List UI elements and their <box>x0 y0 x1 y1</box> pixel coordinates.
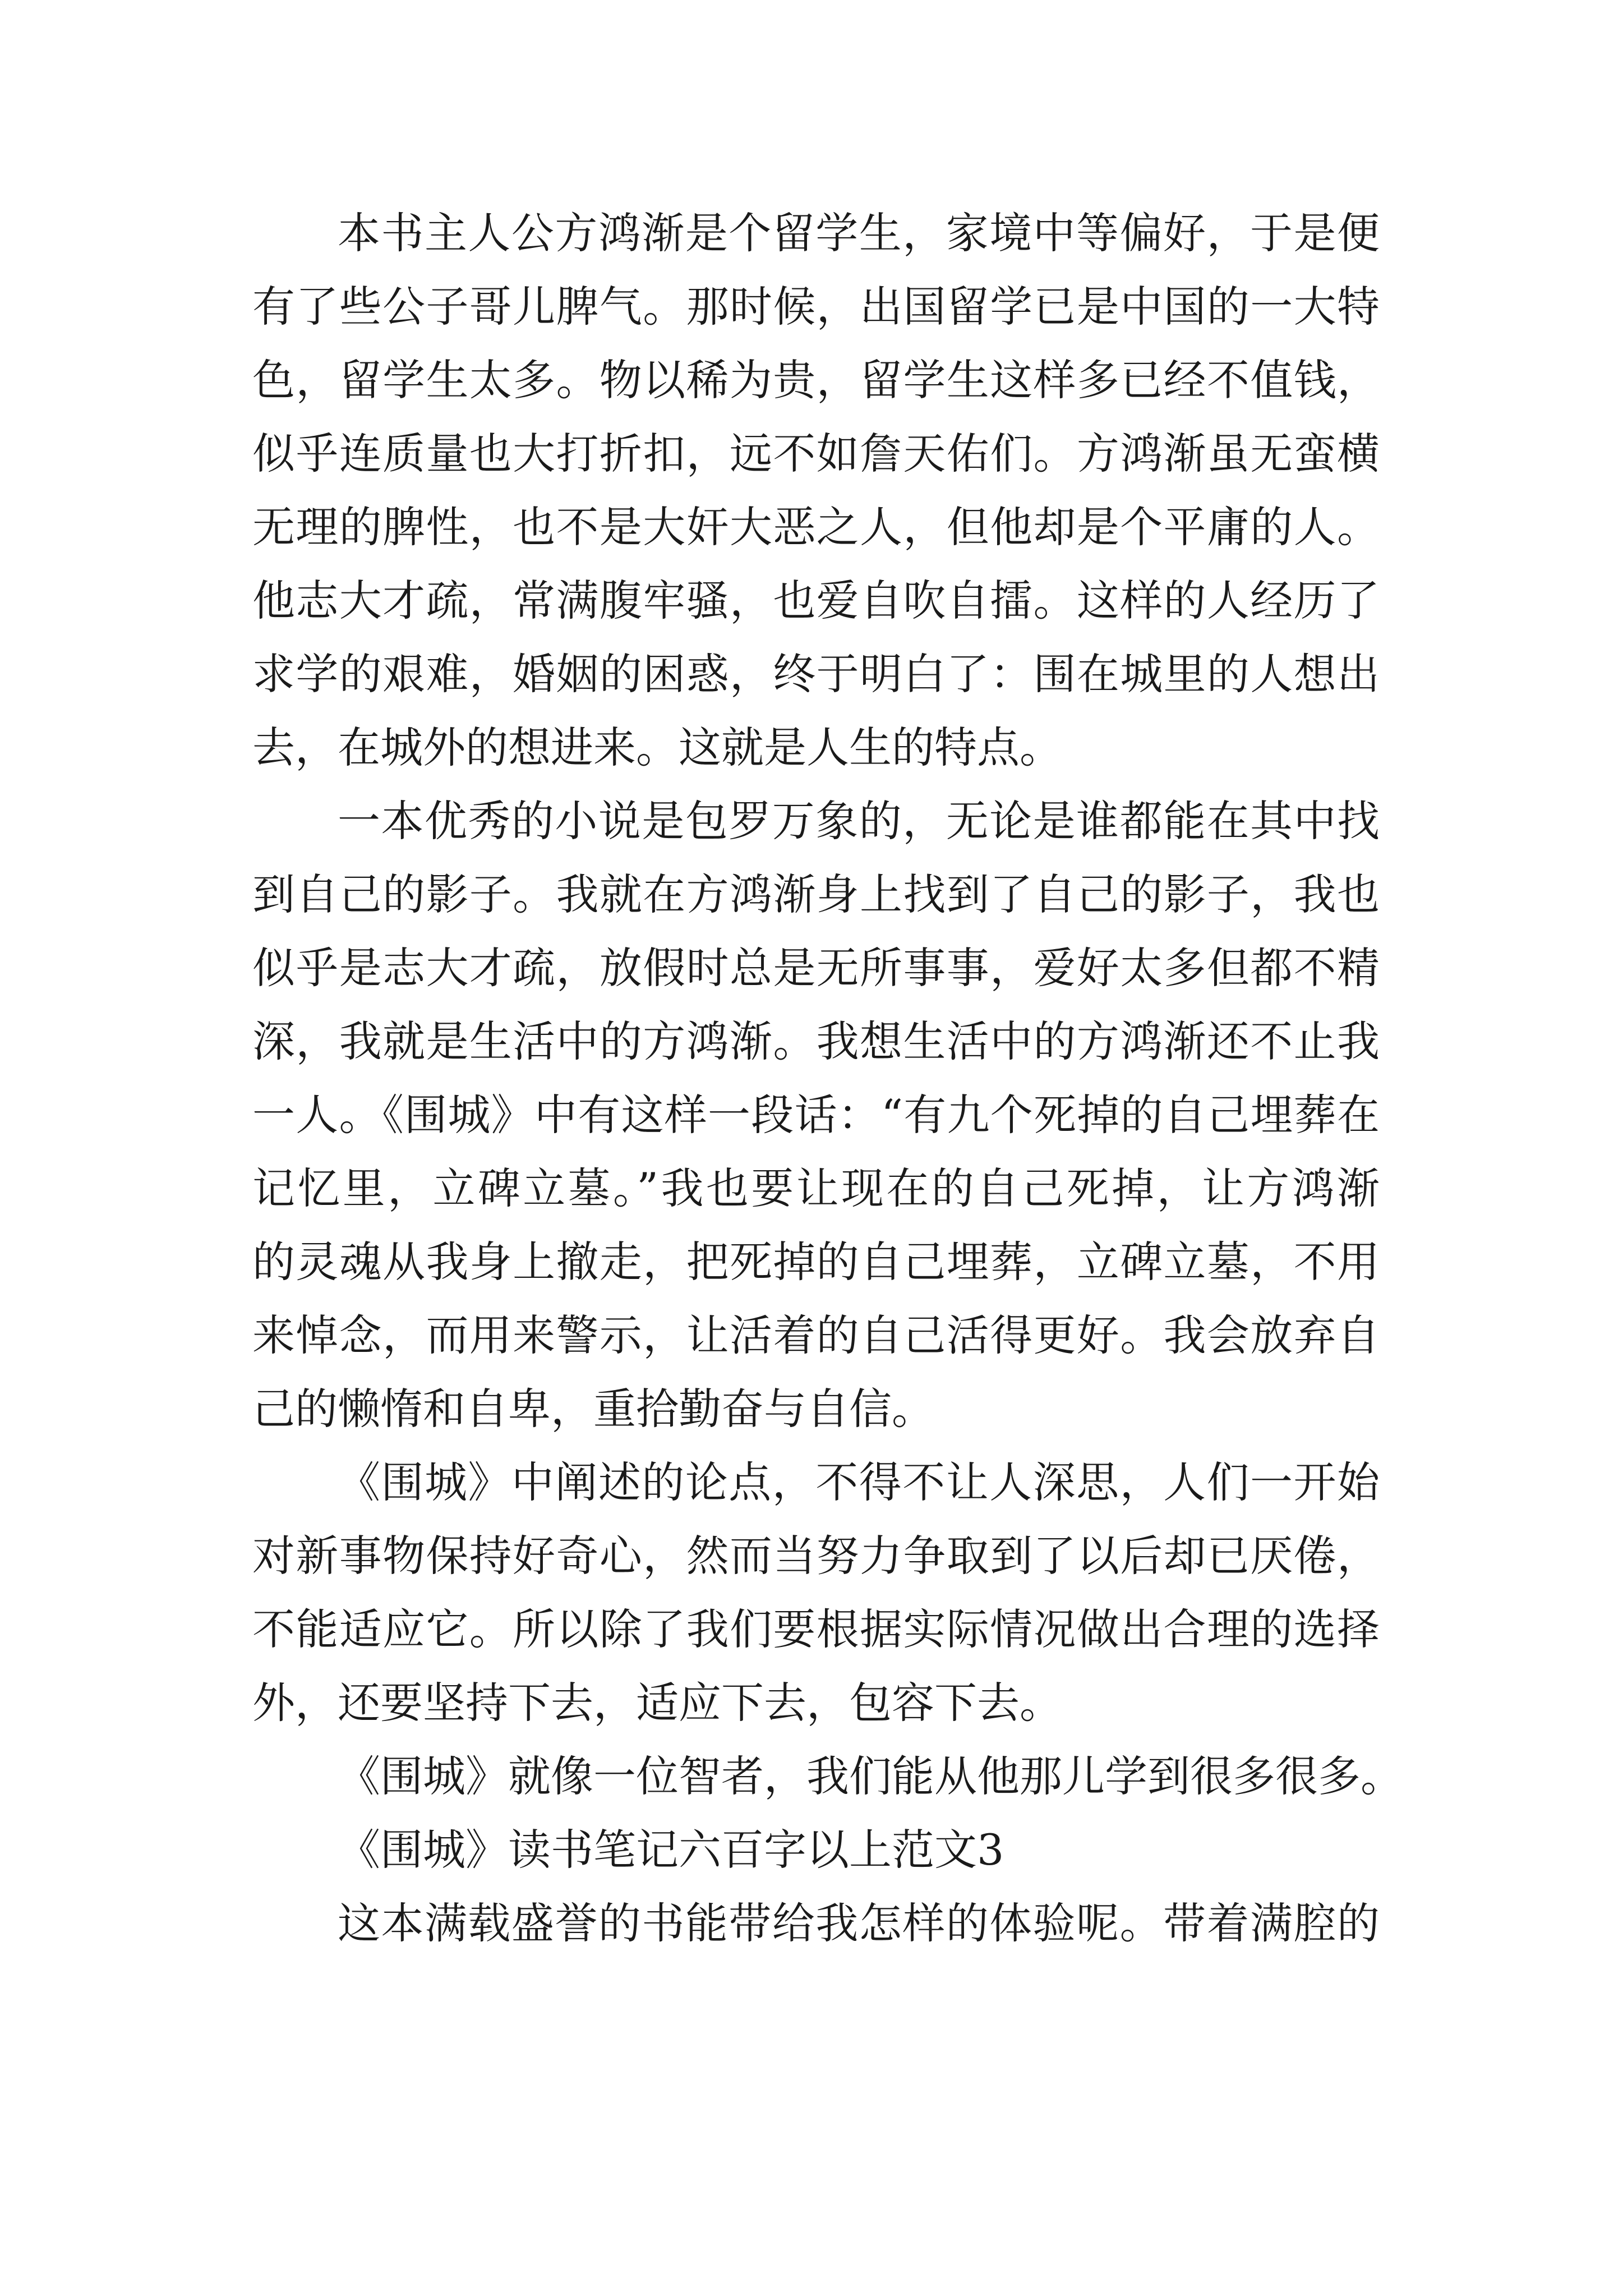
text-line: 一本优秀的小说是包罗万象的，无论是谁都能在其中找 <box>338 796 1380 846</box>
text-line: 本书主人公方鸿渐是个留学生，家境中等偏好，于是便 <box>338 208 1380 258</box>
text-line: 深，我就是生活中的方鸿渐。我想生活中的方鸿渐还不止我 <box>252 1016 1380 1066</box>
text-line: 一人。《围城》中有这样一段话：“有九个死掉的自己埋葬在 <box>252 1090 1380 1140</box>
text-line: 这本满载盛誉的书能带给我怎样的体验呢。带着满腔的 <box>338 1898 1380 1948</box>
text-line: 《围城》就像一位智者，我们能从他那儿学到很多很多。 <box>338 1751 1403 1801</box>
text-line: 色，留学生太多。物以稀为贵，留学生这样多已经不值钱， <box>252 355 1380 405</box>
text-line: 求学的艰难，婚姻的困惑，终于明白了：围在城里的人想出 <box>252 649 1380 699</box>
text-line: 外，还要坚持下去，适应下去，包容下去。 <box>252 1678 1062 1728</box>
text-line: 去，在城外的想进来。这就是人生的特点。 <box>252 723 1062 772</box>
text-line: 对新事物保持好奇心，然而当努力争取到了以后却已厌倦， <box>252 1531 1380 1581</box>
text-line: 到自己的影子。我就在方鸿渐身上找到了自己的影子，我也 <box>252 869 1380 919</box>
text-line: 无理的脾性，也不是大奸大恶之人，但他却是个平庸的人。 <box>252 502 1380 552</box>
text-line: 来悼念，而用来警示，让活着的自己活得更好。我会放弃自 <box>252 1310 1380 1360</box>
text-line: 有了些公子哥儿脾气。那时候，出国留学已是中国的一大特 <box>252 282 1380 332</box>
text-line: 似乎是志大才疏，放假时总是无所事事，爱好太多但都不精 <box>252 943 1380 993</box>
body-text <box>252 196 1403 1960</box>
text-line: 似乎连质量也大打折扣，远不如詹天佑们。方鸿渐虽无蛮横 <box>252 429 1380 478</box>
text-line: 记忆里，立碑立墓。”我也要让现在的自己死掉，让方鸿渐 <box>252 1163 1380 1213</box>
text-line: 他志大才疏，常满腹牢骚，也爱自吹自擂。这样的人经历了 <box>252 576 1380 625</box>
text-line: 不能适应它。所以除了我们要根据实际情况做出合理的选择 <box>252 1604 1380 1654</box>
text-line: 《围城》中阐述的论点，不得不让人深思，人们一开始 <box>338 1457 1380 1507</box>
text-line: 《围城》读书笔记六百字以上范文3 <box>338 1825 1004 1875</box>
text-line: 的灵魂从我身上撤走，把死掉的自己埋葬，立碑立墓，不用 <box>252 1237 1380 1287</box>
text-line: 己的懒惰和自卑，重拾勤奋与自信。 <box>252 1384 934 1434</box>
